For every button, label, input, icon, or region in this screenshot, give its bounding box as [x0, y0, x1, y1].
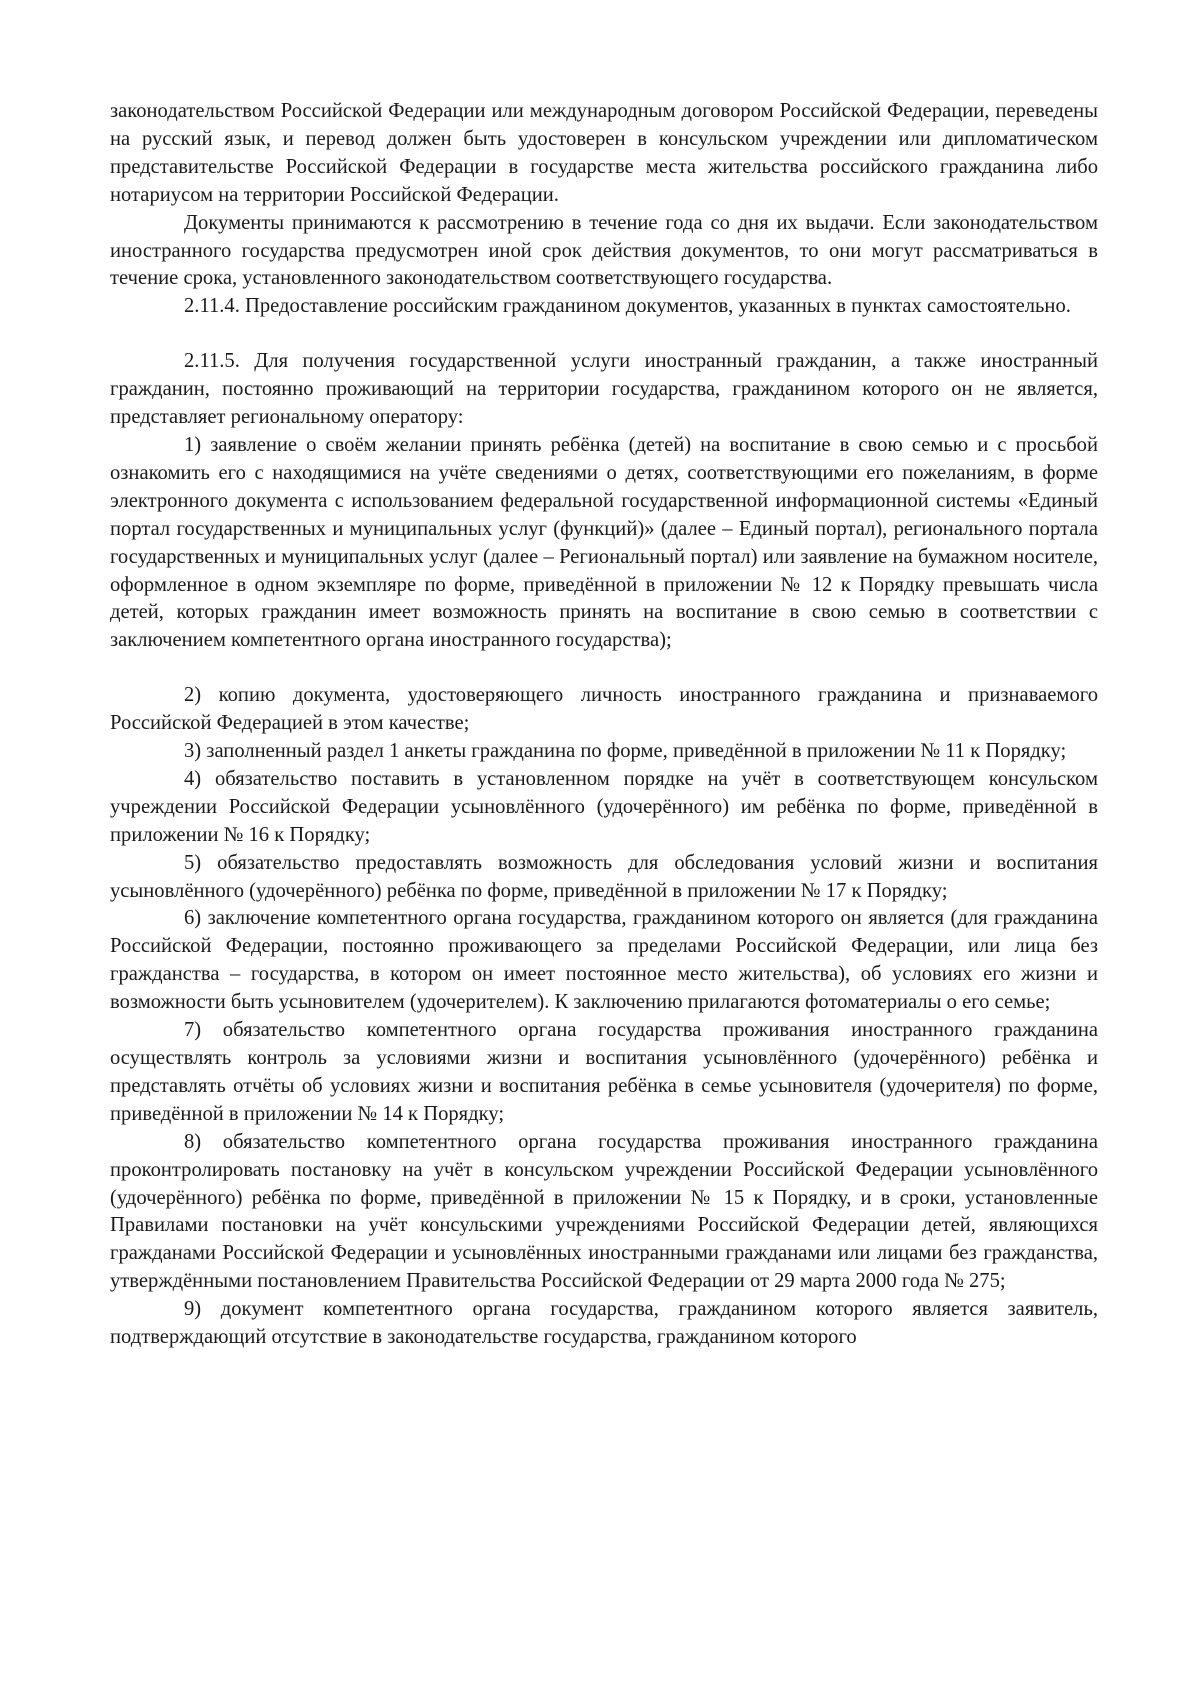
- list-item-6: 6) заключение компетентного органа государства, гражданином которого он является (для гражданина Российской Федерации, постоянно проживающего за пределами Российской Федерации, или лица без гражданства – государства, в котором он имеет постоянное место жительства), об условиях его жизни и возможности быть усыновителем (удочерителем). К заключению прилагаются фотоматериалы о его семье;: [110, 907, 1098, 1014]
- list-item-4: 4) обязательство поставить в установленном порядке на учёт в соответствующем консульском учреждении Российской Федерации усыновлённого (удочерённого) им ребёнка по форме, приведённой в приложении № 16 к Порядку;: [110, 767, 1098, 846]
- list-item-5: 5) обязательство предоставлять возможность для обследования условий жизни и воспитания усыновлённого (удочерённого) ребёнка по форме, приведённой в приложении № 17 к Порядку;: [110, 851, 1098, 902]
- list-item-7: 7) обязательство компетентного органа государства проживания иностранного гражданина осуществлять контроль за условиями жизни и воспитания усыновлённого (удочерённого) ребёнка и представлять отчёты об условиях жизни и воспитания ребёнка в семье усыновителя (удочерителя) по форме, приведённой в приложении № 14 к Порядку;: [110, 1019, 1098, 1125]
- paragraph-2-11-5: 2.11.5. Для получения государственной услуги иностранный гражданин, а также иностранный гражданин, постоянно проживающий на территории государства, гражданином которого он не является, представляет региональному оператору:: [110, 350, 1098, 429]
- list-item-3: 3) заполненный раздел 1 анкеты гражданина по форме, приведённой в приложении № 11 к Порядку;: [184, 740, 1067, 763]
- list-item-2: 2) копию документа, удостоверяющего личность иностранного гражданина и признаваемого Российской Федерацией в этом качестве;: [110, 684, 1098, 735]
- paragraph-documents-validity: Документы принимаются к рассмотрению в течение года со дня их выдачи. Если законодательством иностранного государства предусмотрен иной срок действия документов, то они могут рассматриваться в течение срока, установленного законодательством соответствующего государства.: [110, 211, 1098, 290]
- paragraph-2-11-4: 2.11.4. Предоставление российским гражданином документов, указанных в пунктах самостоятельно.: [184, 295, 1071, 318]
- blank-line: [110, 321, 1098, 348]
- document-page: [110, 98, 1098, 1352]
- paragraph-continuation: законодательством Российской Федерации или международным договором Российской Федерации, переведены на русский язык, и перевод должен быть удостоверен в консульском учреждении или дипломатическом представительстве Российской Федерации в государстве места жительства российского гражданина либо нотариусом на территории Российской Федерации.: [110, 100, 1098, 206]
- blank-line: [110, 655, 1098, 682]
- list-item-1: 1) заявление о своём желании принять ребёнка (детей) на воспитание в свою семью и с просьбой ознакомить его с находящимися на учёте сведениями о детях, соответствующими его пожеланиям, в форме электронного документа с использованием федеральной государственной информационной системы «Единый портал государственных и муниципальных услуг (функций)» (далее – Единый портал), регионального портала государственных и муниципальных услуг (далее – Региональный портал) или заявление на бумажном носителе, оформленное в одном экземпляре по форме, приведённой в приложении № 12 к Порядку превышать числа детей, которых гражданин имеет возможность принять на воспитание в свою семью в соответствии с заключением компетентного органа иностранного государства);: [110, 433, 1098, 652]
- list-item-9: 9) документ компетентного органа государства, гражданином которого является заявитель, подтверждающий отсутствие в законодательстве государства, гражданином которого: [110, 1298, 1098, 1349]
- list-item-8: 8) обязательство компетентного органа государства проживания иностранного гражданина проконтролировать постановку на учёт в консульском учреждении Российской Федерации усыновлённого (удочерённого) ребёнка по форме, приведённой в приложении № 15 к Порядку, и в сроки, установленные Правилами постановки на учёт консульскими учреждениями Российской Федерации детей, являющихся гражданами Российской Федерации и усыновлённых иностранными гражданами или лицами без гражданства, утверждёнными постановлением Правительства Российской Федерации от 29 марта 2000 года № 275;: [110, 1130, 1098, 1293]
